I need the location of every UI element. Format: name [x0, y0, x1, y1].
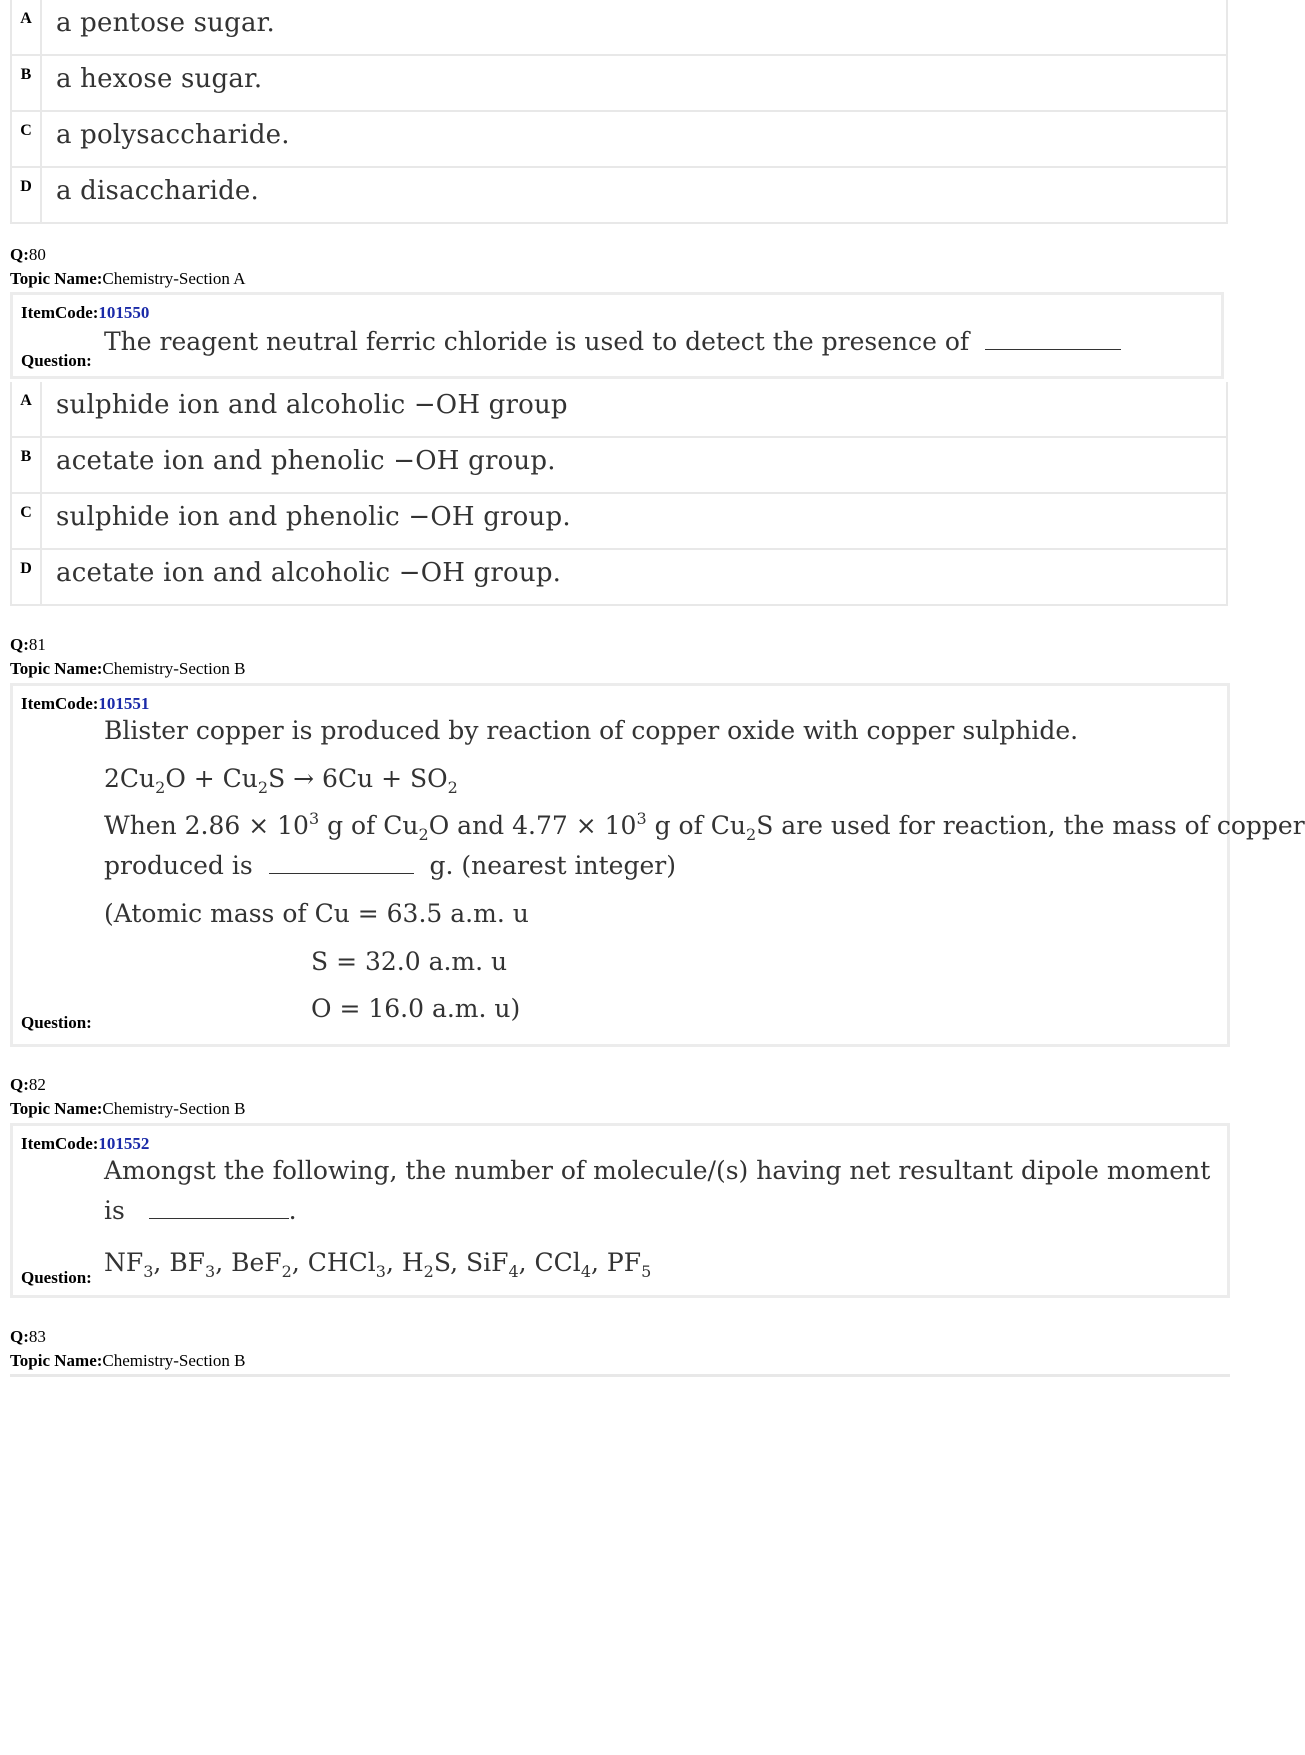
option-text: acetate ion and phenolic −OH group. [56, 446, 556, 476]
chemical-equation: $2Cu_2O + Cu_2S \to 6Cu + SO_2$ [104, 764, 458, 797]
option-text: a pentose sugar. [56, 8, 275, 38]
q80-option-d[interactable] [12, 548, 1226, 604]
option-letter: B [12, 56, 42, 110]
q79-option-b[interactable] [12, 54, 1226, 110]
q79-options [10, 0, 1228, 224]
question-line-3: When $2.86 \times 10^3$ g of $Cu_2O$ and $4.77 \times 10^3$ g of $Cu_2S$ are used for reaction, the mass of copper [104, 809, 1305, 844]
question-number: Q:82 [10, 1075, 46, 1094]
option-text: sulphide ion and alcoholic −OH group [56, 390, 568, 420]
q79-option-d[interactable] [12, 166, 1226, 222]
option-letter: B [12, 438, 42, 492]
q80-question-box [10, 292, 1224, 379]
item-code: ItemCode:101551 [21, 694, 150, 713]
question-line-5: (Atomic mass of Cu = 63.5 a.m. u [104, 899, 529, 928]
question-number: Q:81 [10, 635, 46, 654]
question-text: The reagent neutral ferric chloride is used to detect the presence of [104, 327, 1121, 356]
option-letter: C [12, 494, 42, 548]
q81-question-box [10, 683, 1305, 1047]
q82-question-box [10, 1123, 1230, 1298]
option-text: a disaccharide. [56, 176, 259, 206]
topic-name: Topic Name:Chemistry-Section B [10, 659, 246, 678]
question-line-1: Blister copper is produced by reaction of copper oxide with copper sulphide. [104, 716, 1079, 745]
question-label: Question: [21, 1268, 92, 1287]
option-text: acetate ion and alcoholic −OH group. [56, 558, 562, 588]
question-number: Q:80 [10, 245, 46, 264]
molecule-list: $NF_3$, $BF_3$, BeF$_2$, CHCl$_3$, $H_2S$, SiF$_4$, CCl$_4$, $PF_5$ [104, 1248, 652, 1281]
q80-options [10, 382, 1228, 606]
item-code: ItemCode:101550 [21, 303, 150, 322]
option-letter: A [12, 0, 42, 54]
option-text: a polysaccharide. [56, 120, 290, 150]
question-line-2: is . [104, 1196, 297, 1225]
topic-name: Topic Name:Chemistry-Section A [10, 269, 246, 288]
question-line-1: Amongst the following, the number of molecule/(s) having net resultant dipole moment [104, 1156, 1211, 1185]
q80-option-b[interactable] [12, 436, 1226, 492]
q79-option-a[interactable] [12, 0, 1226, 54]
option-letter: D [12, 550, 42, 604]
option-text: sulphide ion and phenolic −OH group. [56, 502, 571, 532]
question-line-4: produced is g. (nearest integer) [104, 851, 676, 880]
question-number: Q:83 [10, 1327, 46, 1346]
option-letter: C [12, 112, 42, 166]
q80-header [10, 243, 245, 291]
q82-header [10, 1073, 245, 1121]
q79-option-c[interactable] [12, 110, 1226, 166]
option-text: a hexose sugar. [56, 64, 263, 94]
option-letter: D [12, 168, 42, 222]
question-line-6: S = 32.0 a.m. u [311, 947, 508, 976]
option-letter: A [12, 382, 42, 436]
q80-option-a[interactable] [12, 382, 1226, 436]
q83-header [10, 1325, 245, 1373]
question-label: Question: [21, 1013, 92, 1032]
q81-header [10, 633, 245, 681]
question-label: Question: [21, 351, 92, 370]
topic-name: Topic Name:Chemistry-Section B [10, 1099, 246, 1118]
q80-option-c[interactable] [12, 492, 1226, 548]
item-code: ItemCode:101552 [21, 1134, 150, 1153]
topic-name: Topic Name:Chemistry-Section B [10, 1351, 246, 1370]
q83-box-top-border [10, 1374, 1230, 1377]
question-line-7: O = 16.0 a.m. u) [311, 994, 521, 1023]
